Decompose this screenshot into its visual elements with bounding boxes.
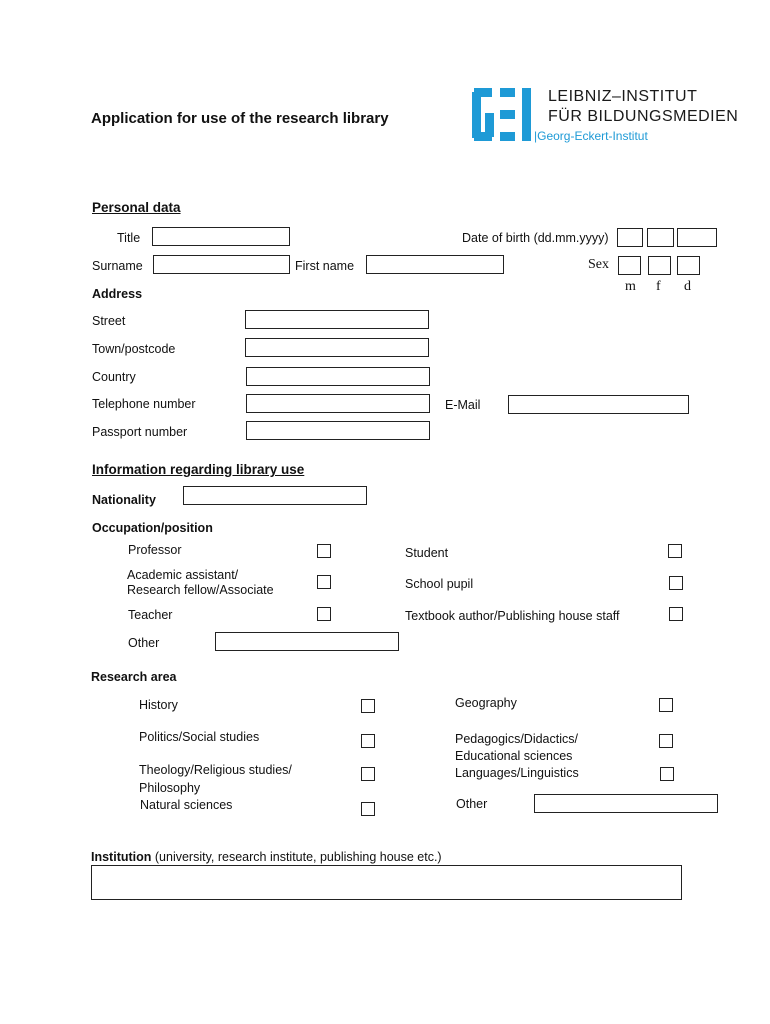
street-label: Street <box>92 314 126 328</box>
occupation-student-label: Student <box>405 546 449 560</box>
library-heading: Information regarding library use <box>92 462 305 477</box>
address-label: Address <box>92 287 143 301</box>
sex-label: Sex <box>588 257 609 272</box>
page-title: Application for use of the research library <box>91 110 389 127</box>
research-natural-label: Natural sciences <box>140 798 233 812</box>
research-pedagogics-checkbox[interactable] <box>659 734 673 748</box>
research-geography-checkbox[interactable] <box>659 698 673 712</box>
personal-data-heading: Personal data <box>92 200 181 215</box>
sex-f-box[interactable] <box>648 256 671 275</box>
research-languages-label: Languages/Linguistics <box>455 766 579 780</box>
occupation-pupil-checkbox[interactable] <box>669 576 683 590</box>
research-politics-checkbox[interactable] <box>361 734 375 748</box>
logo-line-3: |Georg-Eckert-Institut <box>534 129 648 143</box>
phone-label: Telephone number <box>92 397 196 411</box>
firstname-label: First name <box>295 259 355 273</box>
occupation-other-field[interactable] <box>215 632 399 651</box>
occupation-student-checkbox[interactable] <box>668 544 682 558</box>
dob-label: Date of birth (dd.mm.yyyy) <box>462 231 609 245</box>
logo-line-2: FÜR BILDUNGSMEDIEN <box>548 108 739 125</box>
research-other-field[interactable] <box>534 794 718 813</box>
research-other-label: Other <box>456 797 488 811</box>
nationality-field[interactable] <box>183 486 367 505</box>
occupation-teacher-checkbox[interactable] <box>317 607 331 621</box>
country-label: Country <box>92 370 136 384</box>
occupation-textbook-checkbox[interactable] <box>669 607 683 621</box>
dob-month-field[interactable] <box>647 228 674 247</box>
nationality-label: Nationality <box>92 493 156 507</box>
passport-field[interactable] <box>246 421 430 440</box>
occupation-teacher-label: Teacher <box>128 608 173 622</box>
sex-f-label: f <box>656 279 661 294</box>
occupation-assistant-label-1: Academic assistant/ <box>127 568 239 582</box>
research-label: Research area <box>91 670 177 684</box>
title-label: Title <box>117 231 141 245</box>
title-field[interactable] <box>152 227 290 246</box>
research-theology-checkbox[interactable] <box>361 767 375 781</box>
email-field[interactable] <box>508 395 689 414</box>
occupation-assistant-label-2: Research fellow/Associate <box>127 583 274 597</box>
sex-d-box[interactable] <box>677 256 700 275</box>
firstname-field[interactable] <box>366 255 504 274</box>
occupation-professor-checkbox[interactable] <box>317 544 331 558</box>
country-field[interactable] <box>246 367 430 386</box>
occupation-label: Occupation/position <box>92 521 213 535</box>
sex-d-label: d <box>684 279 691 294</box>
street-field[interactable] <box>245 310 429 329</box>
occupation-textbook-label: Textbook author/Publishing house staff <box>405 609 620 623</box>
institution-field[interactable] <box>91 865 682 900</box>
occupation-other-label: Other <box>128 636 160 650</box>
research-politics-label: Politics/Social studies <box>139 730 260 744</box>
town-label: Town/postcode <box>92 342 176 356</box>
occupation-assistant-checkbox[interactable] <box>317 575 331 589</box>
research-history-checkbox[interactable] <box>361 699 375 713</box>
surname-label: Surname <box>92 259 143 273</box>
email-label: E-Mail <box>445 398 481 412</box>
logo-line-1: LEIBNIZ–INSTITUT <box>548 88 698 105</box>
dob-year-field[interactable] <box>677 228 717 247</box>
sex-m-box[interactable] <box>618 256 641 275</box>
occupation-pupil-label: School pupil <box>405 577 474 591</box>
surname-field[interactable] <box>153 255 290 274</box>
passport-label: Passport number <box>92 425 188 439</box>
gei-logo-icon <box>472 88 532 142</box>
research-pedagogics-label-1: Pedagogics/Didactics/ <box>455 732 578 746</box>
research-languages-checkbox[interactable] <box>660 767 674 781</box>
research-theology-label-1: Theology/Religious studies/ <box>139 763 292 777</box>
institution-label-line <box>91 850 442 864</box>
dob-day-field[interactable] <box>617 228 643 247</box>
occupation-professor-label: Professor <box>128 543 182 557</box>
research-natural-checkbox[interactable] <box>361 802 375 816</box>
research-pedagogics-label-2: Educational sciences <box>455 749 573 763</box>
research-theology-label-2: Philosophy <box>139 781 201 795</box>
research-geography-label: Geography <box>455 696 517 710</box>
sex-m-label: m <box>625 279 636 294</box>
institution-hint: (university, research institute, publishing house etc.) <box>151 850 442 864</box>
phone-field[interactable] <box>246 394 430 413</box>
institution-label: Institution <box>91 850 152 864</box>
town-field[interactable] <box>245 338 429 357</box>
research-history-label: History <box>139 698 178 712</box>
